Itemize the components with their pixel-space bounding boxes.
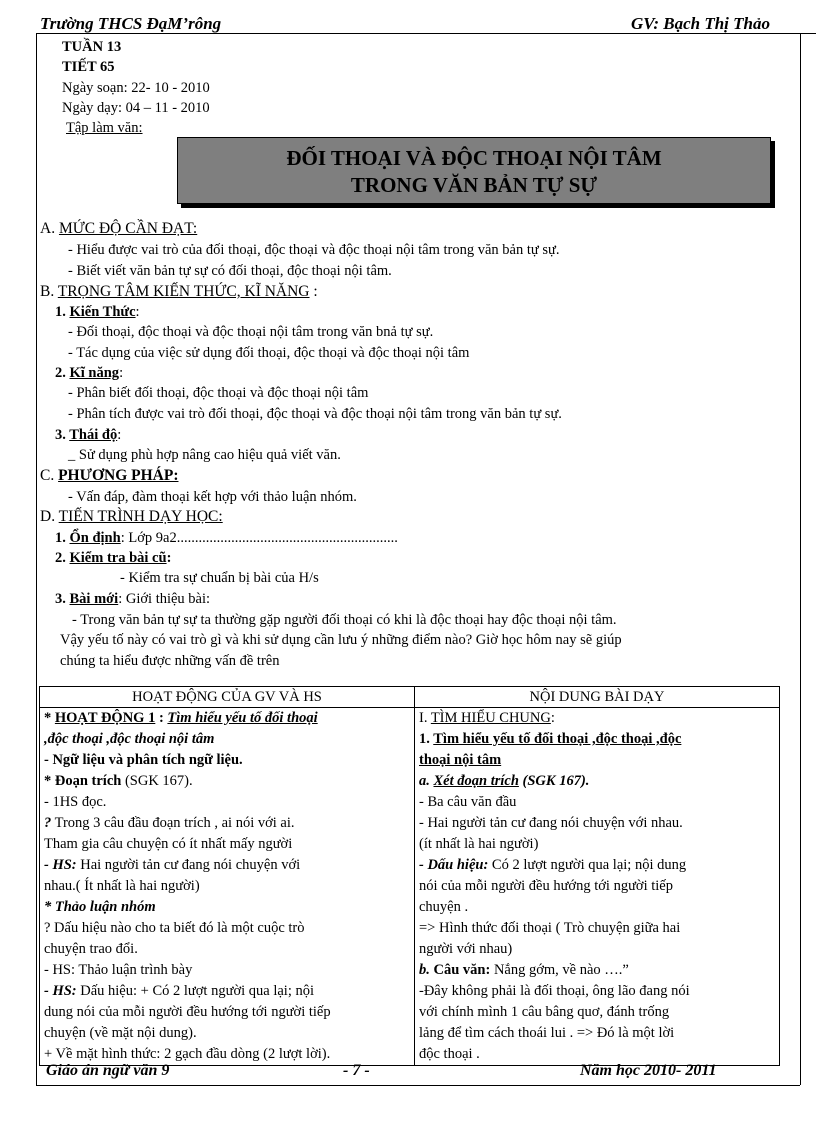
d3-paragraph-3: chúng ta hiểu được những vấn đề trên — [60, 653, 280, 669]
content-line: 1. Tìm hiểu yếu tố đối thoại ,độc thoại ,độc — [419, 731, 682, 747]
activity-line: chuyện (về mặt nội dung). — [44, 1025, 197, 1041]
d3-line: 3. Bài mới: Giới thiệu bài: — [55, 591, 211, 607]
activity-line: ,độc thoại ,độc thoại nội tâm — [44, 731, 215, 747]
table-row — [40, 708, 780, 1066]
activity-line: - HS: Thảo luận trình bày — [44, 962, 193, 978]
b2-heading: 2. Kĩ năng: — [55, 365, 124, 381]
subject-label: Tập làm văn: — [66, 120, 143, 136]
footer-book-title: Giáo án ngữ văn 9 — [46, 1062, 170, 1079]
lesson-title-line1: ĐỐI THOẠI VÀ ĐỘC THOẠI NỘI TÂM — [286, 146, 662, 170]
content-line: - Hai người tản cư đang nói chuyện với nhau. — [419, 815, 683, 831]
b1-item-1: - Đối thoại, độc thoại và độc thoại nội tâm trong văn bnả tự sự. — [68, 324, 434, 340]
page-frame-left — [36, 33, 37, 1085]
lesson-title-box — [177, 137, 771, 204]
activity-line: - Ngữ liệu và phân tích ngữ liệu. — [44, 752, 243, 768]
content-line: (ít nhất là hai người) — [419, 836, 539, 852]
activity-line: ? Trong 3 câu đầu đoạn trích , ai nói với ai. — [44, 815, 295, 831]
school-name: Trường THCS ĐạM’rông — [40, 14, 222, 33]
page-frame-right — [800, 33, 801, 1085]
b2-item-1: - Phân biết đối thoại, độc thoại và độc thoại nội tâm — [68, 385, 369, 401]
content-cell — [415, 708, 780, 1066]
section-c-heading: C. PHƯƠNG PHÁP: — [40, 467, 179, 484]
b3-heading: 3. Thái độ: — [55, 427, 122, 443]
content-line: với chính mình 1 câu bâng quơ, đánh trống — [419, 1004, 670, 1020]
content-line: lảng để tìm cách thoái lui . => Đó là một lời — [419, 1025, 675, 1041]
activity-line: - 1HS đọc. — [44, 794, 107, 810]
footer-school-year: Năm học 2010- 2011 — [580, 1062, 717, 1079]
content-line: nói của mỗi người đều hướng tới người tiếp — [419, 878, 673, 894]
d3-paragraph-2: Vậy yếu tố này có vai trò gì và khi sử dụng cần lưu ý những điểm nào? Giờ học hôm nay sẽ giúp — [60, 632, 622, 648]
table-header-row — [40, 687, 780, 708]
d3-paragraph-1: - Trong văn bản tự sự ta thường gặp người đối thoại có khi là độc thoại hay độc thoại nội tâm. — [72, 612, 617, 628]
lesson-title-line2: TRONG VĂN BẢN TỰ SỰ — [350, 173, 598, 197]
activity-line: - HS: Hai người tản cư đang nói chuyện với — [44, 857, 301, 873]
content-line: - Dấu hiệu: Có 2 lượt người qua lại; nội dung — [419, 857, 687, 873]
activity-line: nhau.( Ít nhất là hai người) — [44, 878, 200, 894]
header-rule — [36, 33, 816, 34]
activity-line: chuyện trao đổi. — [44, 941, 138, 957]
date-prepared: Ngày soạn: 22- 10 - 2010 — [62, 80, 210, 96]
activity-line: + Về mặt hình thức: 2 gạch đầu dòng (2 lượt lời). — [44, 1046, 331, 1062]
d1-line: 1. Ổn định: Lớp 9a2............................................................. — [55, 530, 398, 546]
activity-line: Tham gia câu chuyện có ít nhất mấy người — [44, 836, 293, 852]
period-label: TIẾT 65 — [62, 59, 115, 75]
section-b-heading: B. TRỌNG TÂM KIẾN THỨC, KĨ NĂNG : — [40, 283, 318, 300]
section-a-heading: A. MỨC ĐỘ CẦN ĐẠT: — [40, 220, 198, 237]
content-line: người với nhau) — [419, 941, 513, 957]
content-line: I. TÌM HIỂU CHUNG: — [419, 710, 555, 726]
section-a-item-2: - Biết viết văn bản tự sự có đối thoại, độc thoại nội tâm. — [68, 263, 392, 279]
activity-line: dung nói của mỗi người đều hướng tới người tiếp — [44, 1004, 331, 1020]
col-header-activities: HOẠT ĐỘNG CỦA GV VÀ HS — [40, 687, 415, 708]
lesson-table — [39, 686, 780, 1066]
activity-line: * Thảo luận nhóm — [44, 899, 156, 915]
section-d-heading: D. TIẾN TRÌNH DẠY HỌC: — [40, 508, 223, 525]
content-line: => Hình thức đối thoại ( Trò chuyện giữa hai — [419, 920, 681, 936]
content-line: chuyện . — [419, 899, 469, 915]
footer-page-number: - 7 - — [343, 1062, 370, 1079]
teacher-name: GV: Bạch Thị Thảo — [630, 14, 770, 33]
week-label: TUẦN 13 — [62, 39, 122, 55]
b1-item-2: - Tác dụng của việc sử dụng đối thoại, độc thoại và độc thoại nội tâm — [68, 345, 470, 361]
page-frame-bottom — [36, 1085, 800, 1086]
content-line: b. Câu văn: Nắng gớm, về nào ….” — [419, 962, 629, 978]
content-line: - Ba câu văn đầu — [419, 794, 517, 810]
activity-line: - HS: Dấu hiệu: + Có 2 lượt người qua lại; nội — [44, 983, 314, 999]
content-line: thoại nội tâm — [419, 752, 502, 768]
section-c-item-1: - Vấn đáp, đàm thoại kết hợp với thảo luận nhóm. — [68, 489, 357, 505]
b2-item-2: - Phân tích được vai trò đối thoại, độc thoại và độc thoại nội tâm trong văn bản tự sự. — [68, 406, 562, 422]
d2-heading: 2. Kiểm tra bài cũ: — [55, 550, 172, 566]
col-header-content: NỘI DUNG BÀI DẠY — [415, 687, 780, 708]
activities-cell — [40, 708, 415, 1066]
section-a-item-1: - Hiểu được vai trò của đối thoại, độc thoại và độc thoại nội tâm trong văn bản tự sự. — [68, 242, 560, 258]
content-line: a. Xét đoạn trích (SGK 167). — [419, 773, 590, 789]
activity-line: * Đoạn trích (SGK 167). — [44, 773, 193, 789]
activity-line: ? Dấu hiệu nào cho ta biết đó là một cuộc trò — [44, 920, 305, 936]
b3-item-1: _ Sử dụng phù hợp nâng cao hiệu quả viết văn. — [68, 447, 341, 463]
content-line: -Đây không phải là đối thoại, ông lão đang nói — [419, 983, 690, 999]
content-line: độc thoại . — [419, 1046, 480, 1062]
d2-item-1: - Kiểm tra sự chuẩn bị bài của H/s — [120, 570, 319, 586]
date-taught: Ngày dạy: 04 – 11 - 2010 — [62, 100, 210, 116]
activity-line: * HOẠT ĐỘNG 1 : Tìm hiểu yếu tố đối thoại — [44, 710, 318, 726]
b1-heading: 1. Kiến Thức: — [55, 304, 140, 320]
